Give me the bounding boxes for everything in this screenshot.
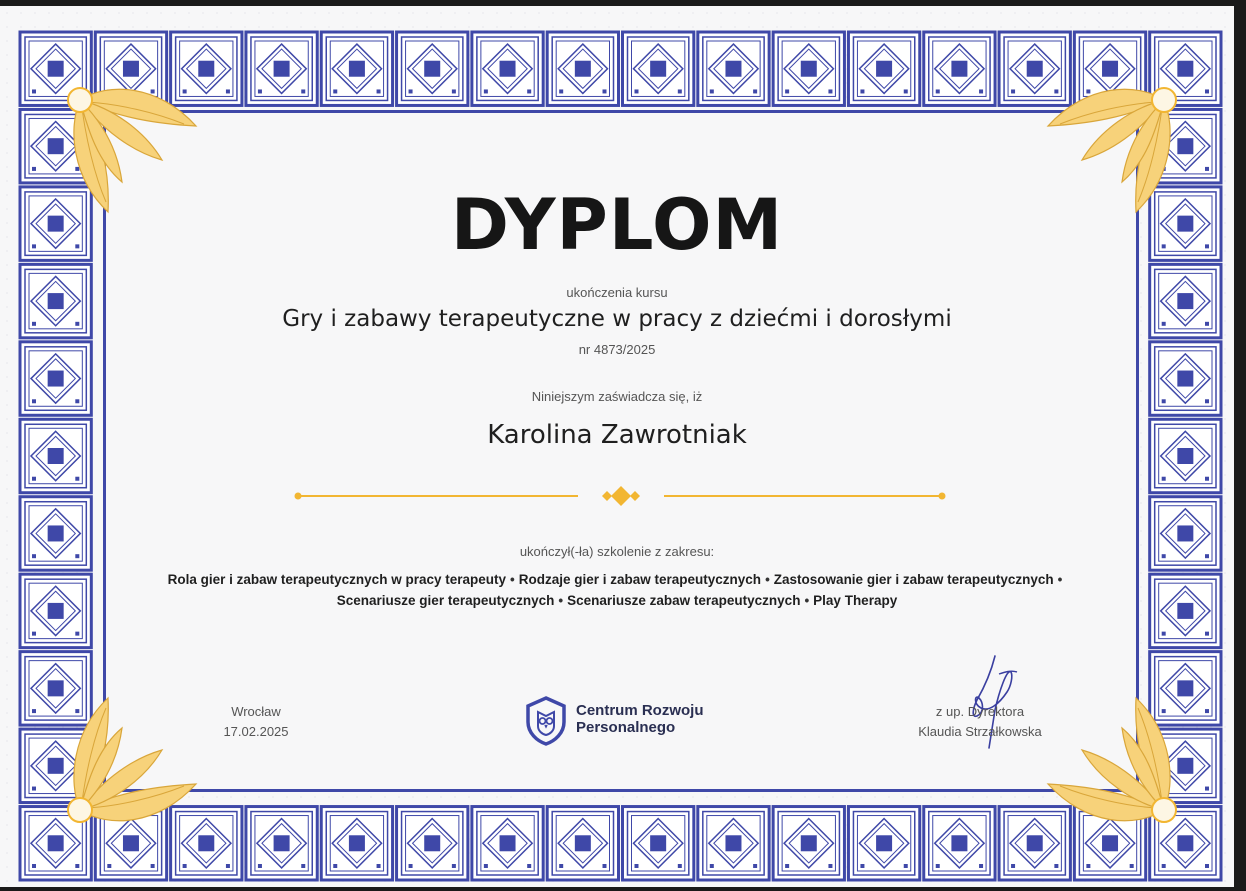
- course-name: Gry i zabawy terapeutyczne w pracy z dziećmi i dorosłymi: [282, 306, 952, 332]
- diamond-icon: [602, 486, 640, 506]
- topic-item: Scenariusze zabaw terapeutycznych: [567, 593, 801, 608]
- course-subtitle: ukończenia kursu: [566, 285, 668, 300]
- topics-line-1: Rola gier i zabaw terapeutycznych w pracy terapeuty • Rodzaje gier i zabaw terapeutycznych • Zastosowanie gier i zabaw terapeutycznych •: [167, 572, 1063, 587]
- place-date: [196, 702, 316, 742]
- topic-item: Rola gier i zabaw terapeutycznych w pracy terapeuty: [167, 572, 506, 587]
- gold-leaf-icon: [58, 692, 208, 832]
- signer-role: z up. Dyrektora: [935, 704, 1025, 719]
- completed-text: ukończył(-ła) szkolenie z zakresu:: [519, 544, 715, 559]
- diploma-page: [0, 6, 1234, 887]
- org-name-line-2: Personalnego: [576, 719, 676, 736]
- gold-leaf-icon: [1036, 692, 1186, 832]
- certify-text: Niniejszym zaświadcza się, iż: [531, 389, 703, 404]
- organization-name: [576, 702, 704, 736]
- recipient-name: Karolina Zawrotniak: [487, 420, 747, 450]
- organization-logo: [524, 696, 744, 746]
- diploma-number: nr 4873/2025: [578, 342, 656, 357]
- city: Wrocław: [231, 704, 281, 719]
- issue-date: 17.02.2025: [223, 724, 289, 739]
- topic-item: Rodzaje gier i zabaw terapeutycznych: [518, 572, 762, 587]
- diploma-title: DYPLOM: [450, 184, 784, 266]
- gold-leaf-icon: [1036, 78, 1186, 218]
- gold-divider: [290, 486, 950, 506]
- owl-shield-icon: [524, 696, 568, 746]
- signer-name: Klaudia Strzałkowska: [918, 724, 1042, 739]
- topics-line-2: Scenariusze gier terapeutycznych • Scenariusze zabaw terapeutycznych • Play Therapy: [336, 593, 898, 608]
- topic-item: Scenariusze gier terapeutycznych: [336, 593, 555, 608]
- gold-leaf-icon: [58, 78, 208, 218]
- org-name-line-1: Centrum Rozwoju: [576, 702, 704, 719]
- topic-item: Play Therapy: [813, 593, 898, 608]
- topic-item: Zastosowanie gier i zabaw terapeutycznych: [773, 572, 1054, 587]
